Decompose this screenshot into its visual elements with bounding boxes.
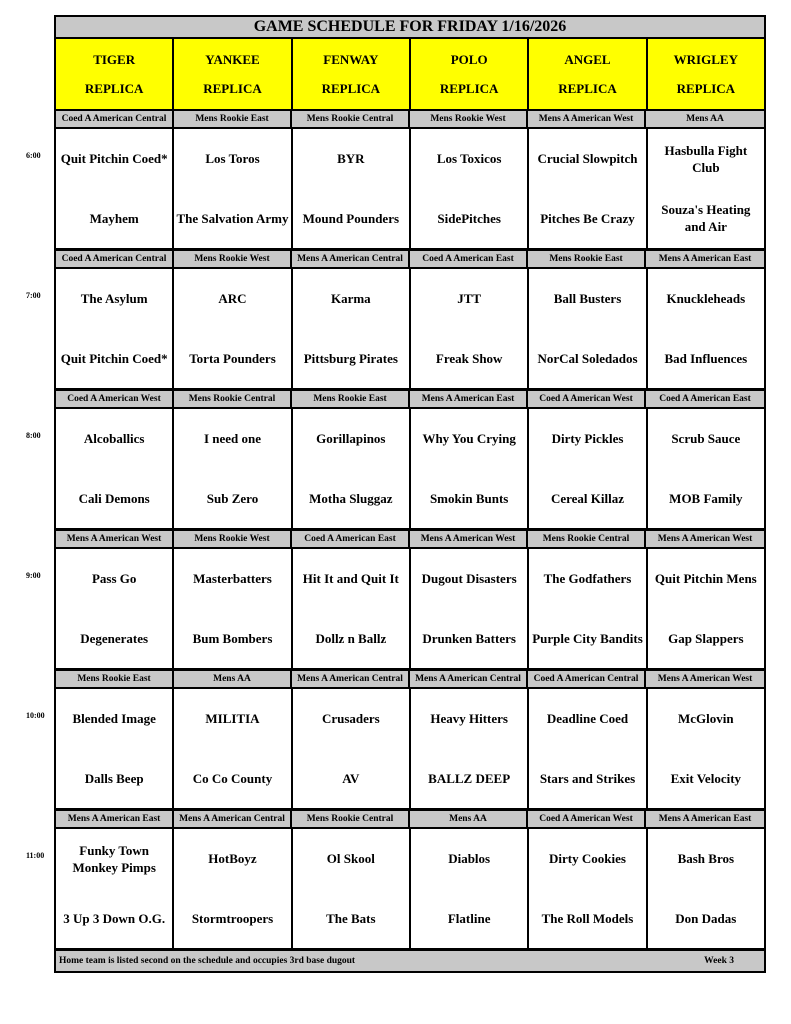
away-team: Hit It and Quit It bbox=[302, 571, 399, 587]
division-label: Mens A American West bbox=[657, 534, 753, 544]
division-label: Mens Rookie West bbox=[174, 251, 292, 267]
away-team: Ball Busters bbox=[553, 291, 622, 307]
home-team: The Salvation Army bbox=[176, 210, 289, 226]
home-team: Gap Slappers bbox=[668, 630, 744, 646]
time-label: 7:00 bbox=[26, 291, 41, 300]
away-team: Los Toxicos bbox=[436, 151, 502, 167]
home-team: Motha Sluggaz bbox=[309, 490, 393, 506]
home-team: Dollz n Ballz bbox=[315, 630, 387, 646]
away-team: Alcoballics bbox=[83, 431, 145, 447]
division-label: Coed A American Central bbox=[56, 111, 174, 127]
away-team: Dugout Disasters bbox=[421, 571, 517, 587]
division-label: Mens A American East bbox=[56, 811, 174, 827]
game-cell bbox=[174, 689, 292, 808]
games-row bbox=[26, 549, 766, 671]
home-team: Bad Influences bbox=[664, 350, 748, 366]
time-slots bbox=[26, 111, 766, 951]
division-label: Mens A American West bbox=[657, 674, 753, 684]
home-team: Quit Pitchin Coed* bbox=[60, 350, 168, 366]
away-team: Knuckleheads bbox=[666, 291, 746, 307]
division-label: Mens Rookie West bbox=[410, 111, 528, 127]
field-header bbox=[56, 39, 174, 109]
away-team: Gorillapinos bbox=[316, 431, 386, 447]
away-team: Dirty Cookies bbox=[549, 851, 626, 867]
away-team: Los Toros bbox=[205, 151, 260, 167]
game-cell bbox=[293, 409, 411, 528]
time-label: 8:00 bbox=[26, 431, 41, 440]
game-cell bbox=[411, 409, 529, 528]
game-cell bbox=[411, 269, 529, 388]
game-cell bbox=[293, 129, 411, 248]
division-label: Coed A American Central bbox=[56, 251, 174, 267]
away-team: Karma bbox=[330, 291, 371, 307]
home-team: Torta Pounders bbox=[189, 350, 276, 366]
division-label: Mens A American West bbox=[56, 531, 174, 547]
game-cell bbox=[56, 689, 174, 808]
home-team: Cali Demons bbox=[78, 490, 150, 506]
game-cell bbox=[648, 409, 766, 528]
game-cell bbox=[411, 689, 529, 808]
home-team: The Bats bbox=[326, 910, 376, 926]
game-cell bbox=[174, 549, 292, 668]
away-team: Why You Crying bbox=[422, 431, 516, 447]
time-slot bbox=[26, 811, 766, 951]
division-label: Mens A American Central bbox=[410, 671, 528, 687]
division-label: Mens A American West bbox=[410, 531, 528, 547]
time-label: 11:00 bbox=[26, 851, 45, 860]
home-team: Souza's Heating and Air bbox=[661, 202, 751, 235]
game-cell bbox=[56, 129, 174, 248]
home-team: BALLZ DEEP bbox=[428, 770, 511, 786]
home-team: AV bbox=[342, 770, 360, 786]
game-cell bbox=[411, 549, 529, 668]
game-cell bbox=[529, 829, 647, 948]
away-team: Masterbatters bbox=[193, 571, 272, 587]
game-cell bbox=[529, 409, 647, 528]
game-cell bbox=[293, 829, 411, 948]
division-label: Coed A American West bbox=[528, 811, 646, 827]
division-label: Mens A American East bbox=[658, 254, 752, 264]
home-team: Mound Pounders bbox=[302, 210, 400, 226]
game-cell bbox=[648, 549, 766, 668]
week-label: Week 3 bbox=[704, 956, 734, 966]
division-label: Mens A American Central bbox=[292, 251, 410, 267]
field-subtitle: REPLICA bbox=[203, 80, 262, 96]
field-header bbox=[411, 39, 529, 109]
division-row bbox=[54, 671, 766, 689]
division-label: Mens A American East bbox=[658, 814, 752, 824]
games-row bbox=[26, 409, 766, 531]
away-team: I need one bbox=[203, 431, 262, 447]
away-team: HotBoyz bbox=[208, 851, 257, 867]
game-cell bbox=[648, 829, 766, 948]
time-slot bbox=[26, 391, 766, 531]
away-team: The Asylum bbox=[80, 291, 148, 307]
division-label: Mens Rookie Central bbox=[174, 391, 292, 407]
away-team: Crucial Slowpitch bbox=[537, 151, 638, 167]
game-cell bbox=[293, 689, 411, 808]
field-header bbox=[293, 39, 411, 109]
home-team: Exit Velocity bbox=[670, 770, 742, 786]
away-team: Quit Pitchin Coed* bbox=[60, 151, 168, 167]
home-team: Co Co County bbox=[192, 770, 273, 786]
home-team: 3 Up 3 Down O.G. bbox=[63, 910, 166, 926]
away-team: McGlovin bbox=[678, 711, 734, 727]
division-label: Mens Rookie East bbox=[174, 111, 292, 127]
away-team: Heavy Hitters bbox=[430, 711, 508, 727]
division-label: Mens A American Central bbox=[174, 811, 292, 827]
field-subtitle: REPLICA bbox=[439, 80, 499, 96]
away-team: Blended Image bbox=[72, 711, 156, 727]
home-team: Don Dadas bbox=[675, 910, 737, 926]
away-team: Dirty Pickles bbox=[551, 431, 624, 447]
division-row bbox=[54, 251, 766, 269]
home-team: Sub Zero bbox=[206, 490, 259, 506]
game-cell bbox=[293, 269, 411, 388]
division-label: Coed A American East bbox=[659, 394, 751, 404]
field-name: YANKEE bbox=[205, 51, 260, 67]
game-cell bbox=[174, 269, 292, 388]
game-cell bbox=[648, 129, 766, 248]
away-team: The Godfathers bbox=[543, 571, 632, 587]
division-label: Coed A American West bbox=[56, 391, 174, 407]
field-header bbox=[174, 39, 292, 109]
field-name: WRIGLEY bbox=[673, 51, 738, 67]
games-row bbox=[26, 829, 766, 951]
game-cell bbox=[529, 549, 647, 668]
game-cell bbox=[174, 829, 292, 948]
home-team: Drunken Batters bbox=[422, 630, 516, 646]
away-team: Pass Go bbox=[91, 571, 137, 587]
game-cell bbox=[648, 269, 766, 388]
time-slot bbox=[26, 111, 766, 251]
field-name: FENWAY bbox=[323, 51, 379, 67]
game-cell bbox=[529, 269, 647, 388]
division-row bbox=[54, 111, 766, 129]
home-team: Degenerates bbox=[80, 630, 149, 646]
home-team: Pitches Be Crazy bbox=[540, 210, 635, 226]
away-team: Deadline Coed bbox=[546, 711, 629, 727]
away-team: Bash Bros bbox=[677, 851, 735, 867]
away-team: MILITIA bbox=[205, 711, 260, 727]
division-label: Mens AA bbox=[686, 114, 724, 124]
away-team: Crusaders bbox=[321, 711, 380, 727]
division-label: Mens Rookie Central bbox=[292, 111, 410, 127]
schedule-title: GAME SCHEDULE FOR FRIDAY 1/16/2026 bbox=[54, 15, 766, 39]
division-label: Mens Rookie East bbox=[56, 671, 174, 687]
away-team: Quit Pitchin Mens bbox=[654, 571, 757, 587]
games-row bbox=[26, 689, 766, 811]
time-label: 10:00 bbox=[26, 711, 45, 720]
away-team: Scrub Sauce bbox=[671, 431, 741, 447]
schedule-table bbox=[26, 15, 766, 973]
game-cell bbox=[174, 409, 292, 528]
home-team: Purple City Bandits bbox=[532, 630, 643, 646]
home-team: Freak Show bbox=[435, 350, 503, 366]
home-team: Stormtroopers bbox=[191, 910, 274, 926]
field-subtitle: REPLICA bbox=[84, 80, 144, 96]
time-label: 9:00 bbox=[26, 571, 41, 580]
division-label: Mens Rookie East bbox=[528, 251, 646, 267]
division-row bbox=[54, 531, 766, 549]
away-team: Ol Skool bbox=[326, 851, 375, 867]
games-row bbox=[26, 129, 766, 251]
division-label: Coed A American West bbox=[528, 391, 646, 407]
home-team-note: Home team is listed second on the schedule and occupies 3rd base dugout bbox=[59, 956, 356, 966]
game-cell bbox=[56, 549, 174, 668]
division-label: Mens A American East bbox=[410, 391, 528, 407]
home-team: The Roll Models bbox=[541, 910, 634, 926]
division-label: Mens Rookie Central bbox=[528, 531, 646, 547]
division-label: Mens Rookie East bbox=[292, 391, 410, 407]
division-label: Mens Rookie Central bbox=[292, 811, 410, 827]
field-header bbox=[529, 39, 647, 109]
game-cell bbox=[56, 269, 174, 388]
home-team: Stars and Strikes bbox=[539, 770, 636, 786]
field-subtitle: REPLICA bbox=[676, 80, 736, 96]
division-row bbox=[54, 811, 766, 829]
home-team: NorCal Soledados bbox=[537, 350, 638, 366]
game-cell bbox=[529, 129, 647, 248]
division-label: Coed A American Central bbox=[528, 671, 646, 687]
game-cell bbox=[56, 829, 174, 948]
division-label: Mens Rookie West bbox=[174, 531, 292, 547]
home-team: Cereal Killaz bbox=[550, 490, 625, 506]
home-team: SidePitches bbox=[437, 210, 501, 226]
home-team: Dalls Beep bbox=[84, 770, 144, 786]
game-cell bbox=[529, 689, 647, 808]
away-team: Hasbulla Fight Club bbox=[664, 142, 748, 175]
home-team: Smokin Bunts bbox=[429, 490, 509, 506]
away-team: JTT bbox=[457, 291, 482, 307]
game-cell bbox=[56, 409, 174, 528]
division-label: Coed A American East bbox=[410, 251, 528, 267]
game-cell bbox=[174, 129, 292, 248]
time-slot bbox=[26, 251, 766, 391]
game-cell bbox=[293, 549, 411, 668]
division-label: Mens A American West bbox=[528, 111, 646, 127]
division-label: Mens AA bbox=[174, 671, 292, 687]
game-cell bbox=[411, 129, 529, 248]
time-slot bbox=[26, 671, 766, 811]
field-name: ANGEL bbox=[564, 51, 611, 67]
division-label: Mens A American Central bbox=[292, 671, 410, 687]
away-team: ARC bbox=[218, 291, 247, 307]
away-team: BYR bbox=[337, 151, 365, 167]
game-cell bbox=[648, 689, 766, 808]
division-row bbox=[54, 391, 766, 409]
division-label: Coed A American East bbox=[292, 531, 410, 547]
field-header bbox=[648, 39, 766, 109]
time-label: 6:00 bbox=[26, 151, 41, 160]
field-subtitle: REPLICA bbox=[321, 80, 381, 96]
home-team: Flatline bbox=[447, 910, 491, 926]
games-row bbox=[26, 269, 766, 391]
home-team: Pittsburg Pirates bbox=[303, 350, 398, 366]
field-subtitle: REPLICA bbox=[558, 80, 617, 96]
home-team: MOB Family bbox=[669, 490, 743, 506]
home-team: Bum Bombers bbox=[192, 630, 273, 646]
field-header-row bbox=[54, 39, 766, 111]
away-team: Funky Town Monkey Pimps bbox=[72, 842, 156, 875]
time-slot bbox=[26, 531, 766, 671]
game-cell bbox=[411, 829, 529, 948]
away-team: Diablos bbox=[448, 851, 491, 867]
division-label: Mens AA bbox=[410, 811, 528, 827]
home-team: Mayhem bbox=[89, 210, 139, 226]
field-name: TIGER bbox=[93, 51, 136, 67]
field-name: POLO bbox=[450, 51, 488, 67]
schedule-footer bbox=[54, 951, 766, 973]
